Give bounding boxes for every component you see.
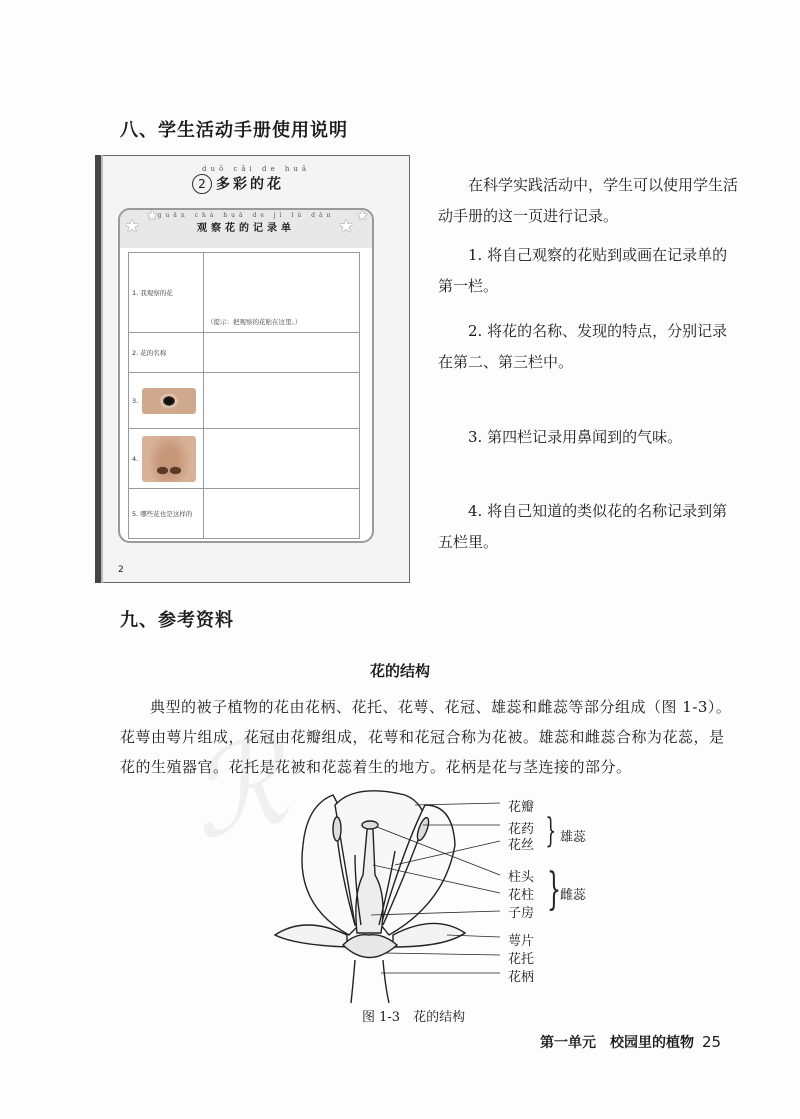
row-cell[interactable] bbox=[204, 429, 360, 489]
row-label: 3. bbox=[132, 396, 139, 405]
row-hint: （提示：把观察的花贴在这里。） bbox=[207, 318, 302, 326]
label-receptacle: 花托 bbox=[508, 952, 535, 967]
instructions-intro: 在科学实践活动中，学生可以使用学生活动手册的这一页进行记录。 bbox=[438, 176, 739, 225]
label-stamen: 雄蕊 bbox=[560, 830, 587, 845]
label-filament: 花丝 bbox=[508, 838, 535, 853]
record-card-pinyin: guān chá huā de jì lù dān bbox=[157, 212, 335, 219]
label-anther: 花药 bbox=[508, 822, 535, 837]
structure-paragraph: 典型的被子植物的花由花柄、花托、花萼、花冠、雄蕊和雌蕊等部分组成（图 1-3）。花萼由萼片组成，花冠由花瓣组成，花萼和花冠合称为花被。雄蕊和雌蕊合称为花蕊，是花的生殖器官。花托是花被和花蕊着生的地方。花柄是花与茎连接的部分。 bbox=[120, 698, 732, 776]
table-row bbox=[129, 489, 360, 539]
label-petal: 花瓣 bbox=[508, 800, 535, 815]
label-stigma: 柱头 bbox=[508, 870, 535, 885]
instruction-item: 4. 将自己知道的类似花的名称记录到第五栏里。 bbox=[438, 502, 728, 551]
record-table bbox=[128, 252, 360, 539]
label-pistil: 雌蕊 bbox=[560, 888, 587, 903]
pistil-brace: } bbox=[547, 864, 561, 915]
page-footer bbox=[540, 1032, 721, 1052]
star-icon: ★ bbox=[338, 216, 355, 237]
workbook-spine-highlight bbox=[101, 155, 103, 583]
label-style: 花柱 bbox=[508, 888, 535, 903]
instruction-item: 2. 将花的名称、发现的特点，分别记录在第二、第三栏中。 bbox=[438, 322, 728, 371]
row-label: 2. 花的名称 bbox=[129, 333, 204, 373]
star-icon: ★ bbox=[146, 208, 159, 224]
star-icon: ★ bbox=[124, 216, 141, 237]
workbook-lesson-header bbox=[148, 165, 328, 194]
lesson-pinyin: duō cǎi de huā bbox=[201, 165, 311, 173]
eye-icon bbox=[142, 388, 196, 414]
row-label-cell bbox=[129, 429, 204, 489]
figure-caption: 图 1-3 花的结构 bbox=[362, 1010, 466, 1025]
subheading: 花的结构 bbox=[369, 662, 430, 680]
flower-diagram bbox=[255, 785, 515, 1005]
stamen-brace: } bbox=[545, 811, 557, 851]
star-icon: ★ bbox=[356, 208, 369, 224]
row-cell[interactable] bbox=[204, 489, 360, 539]
row-cell[interactable] bbox=[204, 253, 360, 333]
record-card-title-block bbox=[120, 212, 372, 234]
table-row bbox=[129, 253, 360, 333]
lesson-number: 2 bbox=[192, 174, 212, 194]
table-row bbox=[129, 429, 360, 489]
row-label: 5. 哪些花也是这样的 bbox=[129, 489, 204, 539]
row-label: 4. bbox=[132, 454, 139, 463]
instruction-item: 1. 将自己观察的花贴到或画在记录单的第一栏。 bbox=[438, 246, 728, 295]
row-cell[interactable] bbox=[204, 373, 360, 429]
pedicel-shape bbox=[351, 960, 389, 1003]
row-label-cell bbox=[129, 373, 204, 429]
instruction-item: 3. 第四栏记录用鼻闻到的气味。 bbox=[468, 428, 683, 446]
page-number: 25 bbox=[702, 1033, 722, 1051]
table-row bbox=[129, 333, 360, 373]
section-8-heading: 八、学生活动手册使用说明 bbox=[120, 120, 348, 141]
label-ovary: 子房 bbox=[508, 906, 535, 921]
label-pedicel: 花柄 bbox=[508, 970, 535, 985]
row-cell[interactable] bbox=[204, 333, 360, 373]
record-card-title: 观察花的记录单 bbox=[197, 223, 295, 234]
label-sepal: 萼片 bbox=[508, 934, 535, 949]
section-9-heading: 九、参考资料 bbox=[120, 610, 234, 631]
table-row bbox=[129, 373, 360, 429]
row-label: 1. 我观察的花 bbox=[129, 253, 204, 333]
lesson-title: 多彩的花 bbox=[216, 176, 284, 193]
workbook-page-number: 2 bbox=[118, 565, 124, 575]
nose-icon bbox=[142, 436, 196, 482]
watermark: ℛ bbox=[176, 711, 300, 868]
footer-unit: 第一单元 校园里的植物 bbox=[540, 1035, 694, 1051]
